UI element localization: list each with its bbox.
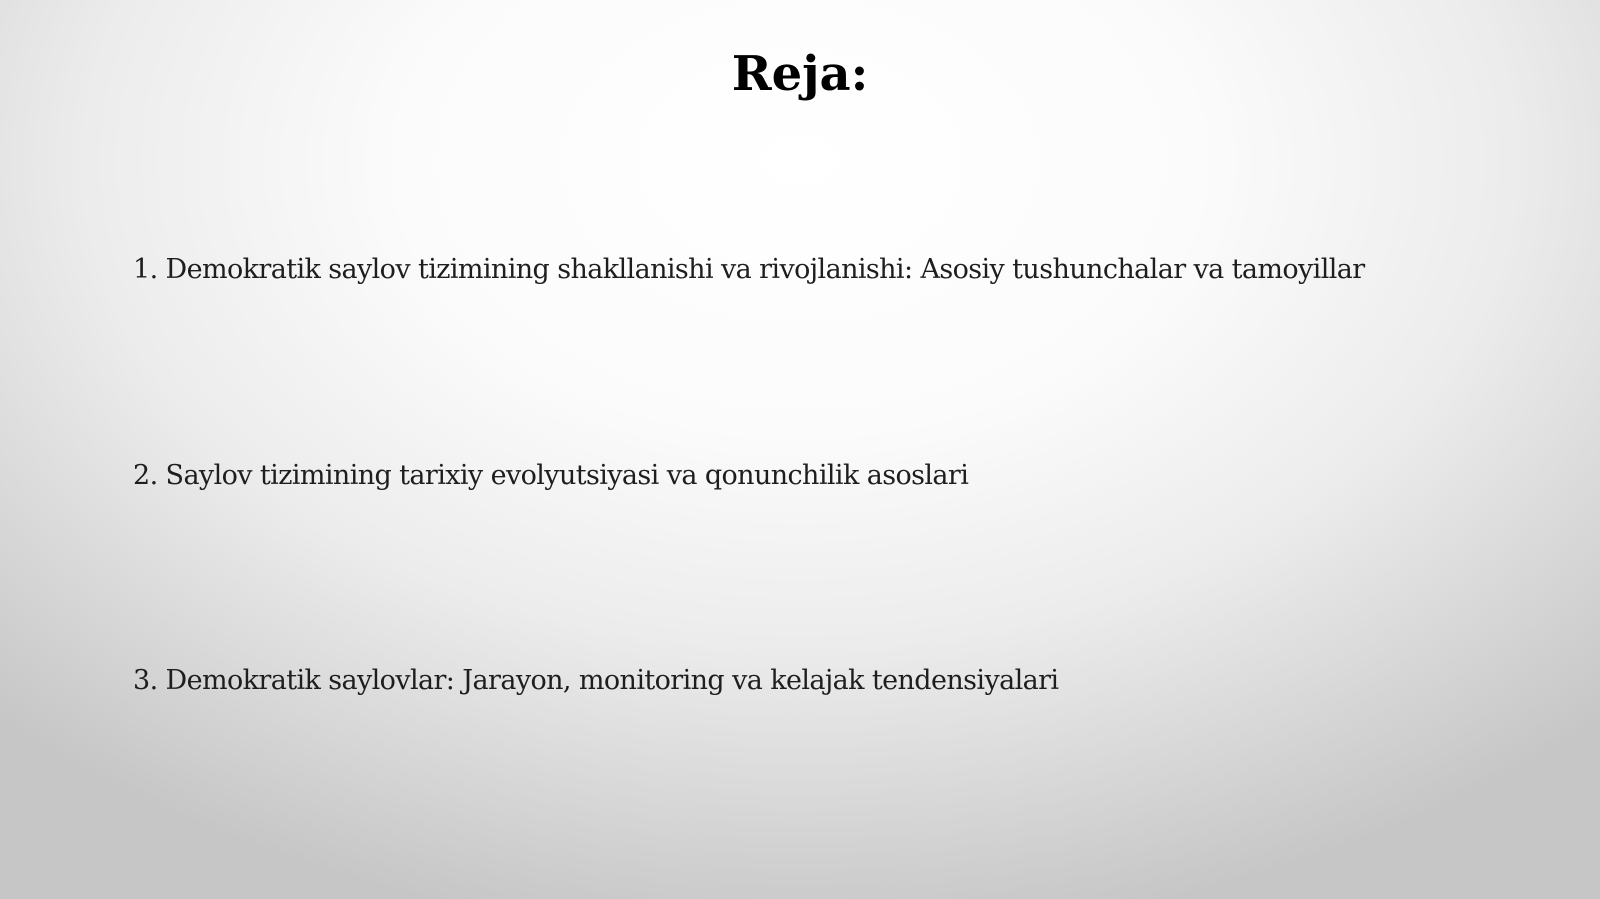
- slide-title: Reja:: [731, 46, 869, 102]
- plan-item-1: 1. Demokratik saylov tizimining shakllanishi va rivojlanishi: Asosiy tushunchalar va tamoyillar: [133, 254, 1365, 285]
- plan-item-2: 2. Saylov tizimining tarixiy evolyutsiyasi va qonunchilik asoslari: [133, 460, 969, 491]
- plan-item-3: 3. Demokratik saylovlar: Jarayon, monitoring va kelajak tendensiyalari: [133, 665, 1059, 696]
